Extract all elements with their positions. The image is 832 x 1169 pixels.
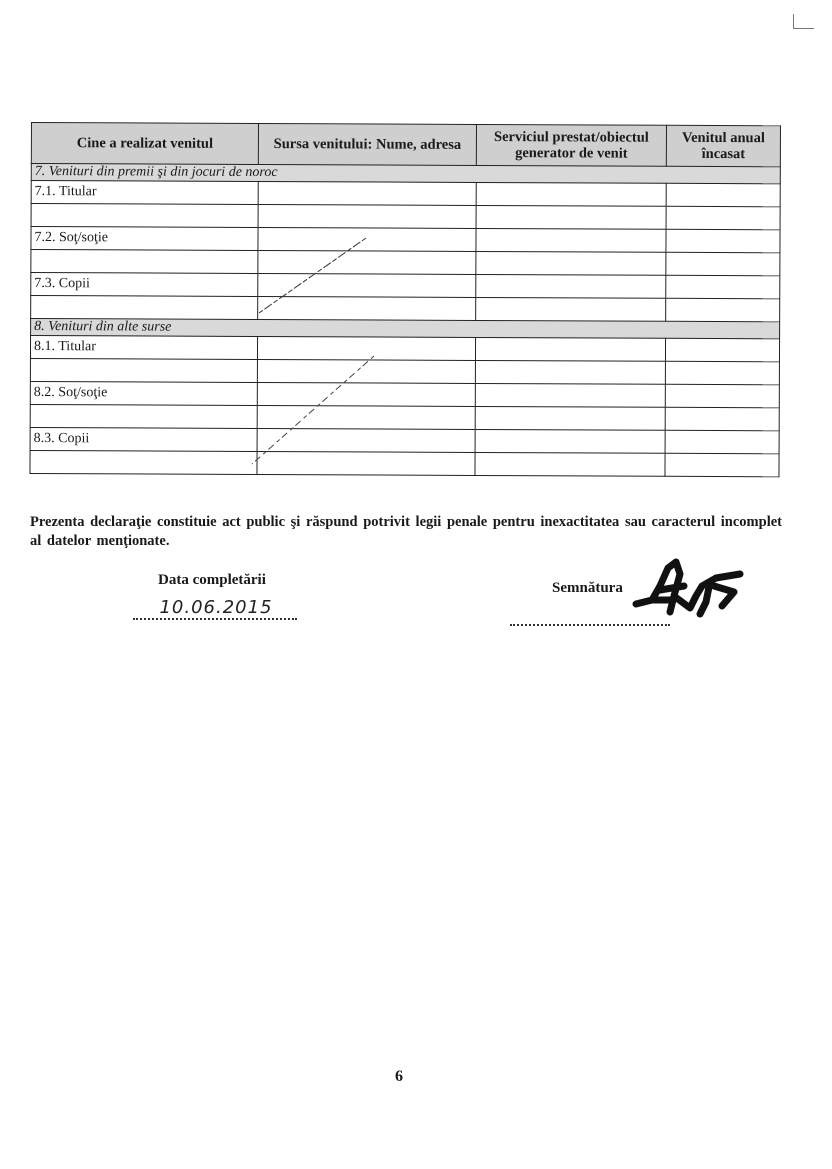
date-value: 10.06.2015: [159, 597, 273, 618]
signature-label: Semnătura: [552, 580, 623, 596]
page-number: 6: [395, 1068, 403, 1085]
table-row: [31, 227, 780, 253]
table-row: [30, 381, 779, 407]
header-who: Cine a realizat venitul: [31, 123, 258, 165]
table-row: [30, 450, 779, 476]
corner-scan-mark: [793, 14, 814, 29]
row-label: 8.2. Soţ/soţie: [30, 381, 257, 405]
row-label: 8.3. Copii: [30, 427, 257, 451]
table-row: [31, 296, 780, 322]
row-label: 7.2. Soţ/soţie: [31, 227, 258, 251]
date-dotted-line: [133, 618, 297, 620]
table-row: [30, 358, 779, 384]
header-source: Sursa venitului: Nume, adresa: [258, 123, 476, 165]
table-row: [31, 250, 780, 276]
table-header-row: [31, 123, 780, 167]
row-label: 8.1. Titular: [30, 336, 257, 360]
table-row: [30, 336, 779, 362]
income-table: [29, 122, 781, 477]
header-service: Serviciul prestat/obiectul generator de venit: [476, 124, 666, 166]
row-label: 7.1. Titular: [31, 181, 258, 205]
table-row: [30, 404, 779, 430]
table-row: [31, 204, 780, 230]
table-row: [30, 427, 779, 453]
table-row: [31, 181, 780, 207]
row-label: 7.3. Copii: [31, 273, 258, 297]
section-8-title: 8. Venituri din alte surse: [31, 319, 780, 339]
legal-statement: Prezenta declaraţie constituie act public şi răspund potrivit legii penale pentru inexactitatea sau caracterul incomplet al datelor menţionate.: [30, 514, 782, 549]
handwritten-signature: [630, 556, 750, 626]
table-row: [31, 273, 780, 299]
section-7-title: 7. Venituri din premii şi din jocuri de noroc: [31, 164, 780, 184]
header-annual-income: Venitul anual încasat: [666, 125, 780, 166]
date-label: Data completării: [158, 572, 266, 588]
